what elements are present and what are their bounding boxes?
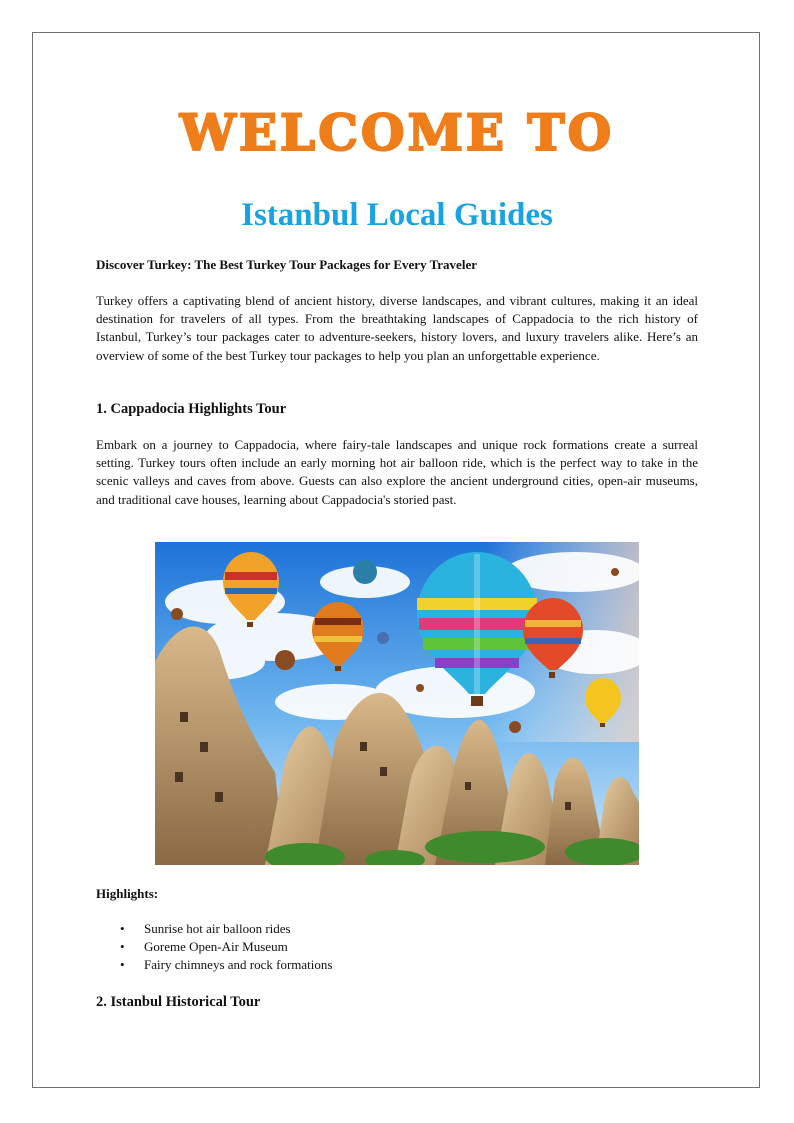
cappadocia-balloon-photo	[155, 542, 639, 865]
list-item: • Fairy chimneys and rock formations	[118, 956, 332, 974]
welcome-heading: WELCOME TO	[179, 103, 615, 162]
highlights-list	[118, 920, 332, 975]
intro-paragraph: Turkey offers a captivating blend of ancient history, diverse landscapes, and vibrant cultures, making it an ideal destination for travelers of all types. From the breathtaking landscapes of Cappadocia to the rich history of Istanbul, Turkey’s tour packages cater to adventure-seekers, history lovers, and luxury travelers alike. Here’s an overview of some of the best Turkey tour packages to help you plan an unforgettable experience.	[96, 293, 698, 363]
intro-heading: Discover Turkey: The Best Turkey Tour Packages for Every Traveler	[96, 257, 477, 272]
bullet-icon: •	[120, 921, 125, 936]
bullet-icon: •	[120, 939, 125, 955]
page-title: Istanbul Local Guides	[241, 197, 553, 233]
list-item: • Sunrise hot air balloon rides	[118, 920, 332, 938]
bullet-icon: •	[120, 957, 125, 973]
section-1-paragraph: Embark on a journey to Cappadocia, where fairy-tale landscapes and unique rock formations create a surreal setting. Turkey tours often include an early morning hot air balloon ride, which is the perfect way to take in the scenic valleys and caves from above. Guests can also explore the ancient underground cities, open-air museums, and traditional cave houses, learning about Cappadocia's storied past.	[96, 437, 698, 507]
section-1-heading: 1. Cappadocia Highlights Tour	[96, 401, 287, 417]
highlights-label: Highlights:	[96, 886, 159, 901]
section-2-heading: 2. Istanbul Historical Tour	[96, 994, 261, 1010]
list-item: • Goreme Open-Air Museum	[118, 938, 332, 956]
